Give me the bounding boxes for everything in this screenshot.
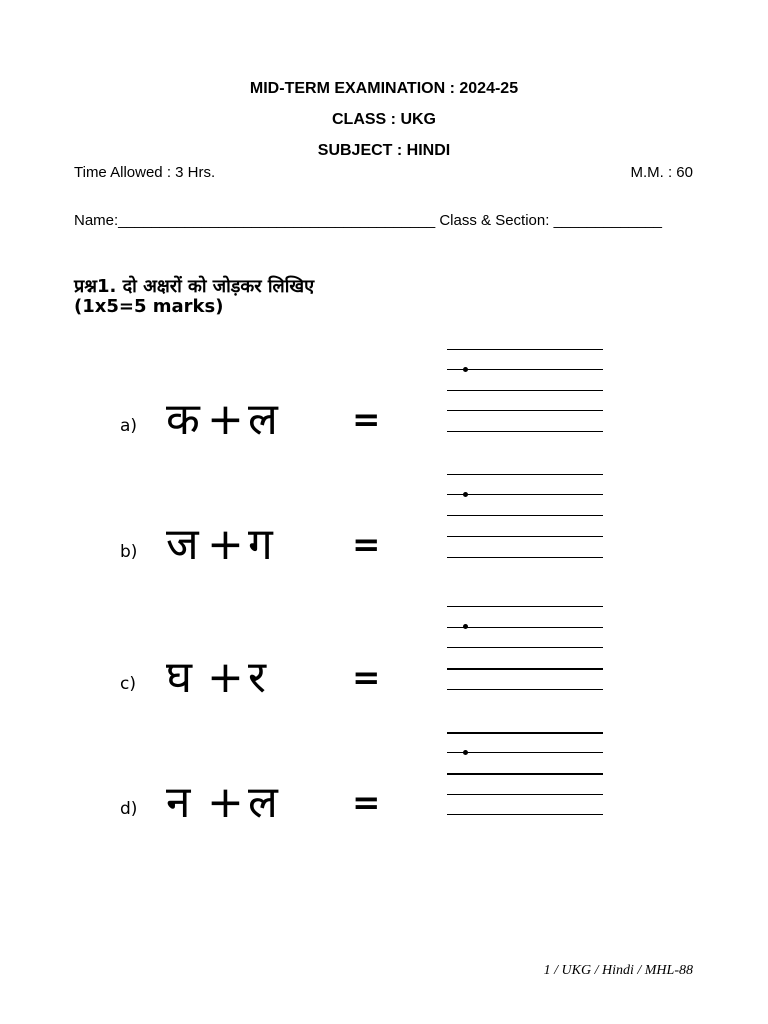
item-second-letter: ल: [248, 394, 278, 445]
writing-line: [447, 752, 603, 753]
max-marks: M.M. : 60: [630, 164, 693, 181]
writing-line: [447, 689, 603, 690]
writing-line: [447, 647, 603, 648]
writing-line: [447, 349, 603, 350]
plus-sign: +: [207, 777, 244, 828]
class-heading: CLASS : UKG: [332, 111, 436, 128]
equals-sign: =: [352, 400, 381, 440]
equals-sign: =: [352, 525, 381, 565]
item-second-letter: ग: [248, 519, 273, 570]
item-label: c): [120, 674, 136, 694]
item-label: b): [120, 542, 138, 562]
item-first-letter: क: [166, 394, 200, 445]
writing-line: [447, 627, 603, 628]
item-label: a): [120, 416, 138, 436]
writing-line: [447, 369, 603, 370]
equals-sign: =: [352, 658, 381, 698]
plus-sign: +: [207, 394, 244, 445]
item-second-letter: र: [248, 652, 266, 703]
writing-line: [447, 814, 603, 815]
item-first-letter: ज: [166, 519, 199, 570]
writing-line: [447, 794, 603, 795]
question-marks: (1x5=5 marks): [74, 296, 224, 317]
item-first-letter: घ: [166, 652, 193, 703]
equals-sign: =: [352, 783, 381, 823]
time-allowed: Time Allowed : 3 Hrs.: [74, 164, 216, 181]
writing-line: [447, 410, 603, 411]
plus-sign: +: [207, 519, 244, 570]
writing-line: [447, 732, 603, 734]
subject-heading: SUBJECT : HINDI: [317, 142, 451, 159]
writing-line: [447, 557, 603, 558]
page-footer: 1 / UKG / Hindi / MHL-88: [543, 963, 693, 978]
writing-line: [447, 494, 603, 495]
exam-title: MID-TERM EXAMINATION : 2024-25: [249, 80, 519, 97]
writing-line: [447, 606, 603, 607]
plus-sign: +: [207, 652, 244, 703]
writing-line: [447, 390, 603, 391]
writing-line: [447, 773, 603, 775]
question-text: प्रश्न1. दो अक्षरों को जोड़कर लिखिए: [74, 276, 315, 297]
writing-line: [447, 536, 603, 537]
name-class-section-line: Name:______________________________________ Class & Section: _____________: [74, 212, 663, 229]
item-second-letter: ल: [248, 777, 278, 828]
writing-line: [447, 431, 603, 432]
writing-line: [447, 474, 603, 475]
writing-line: [447, 515, 603, 516]
item-label: d): [120, 799, 138, 819]
writing-line: [447, 668, 603, 670]
item-first-letter: न: [166, 777, 191, 828]
